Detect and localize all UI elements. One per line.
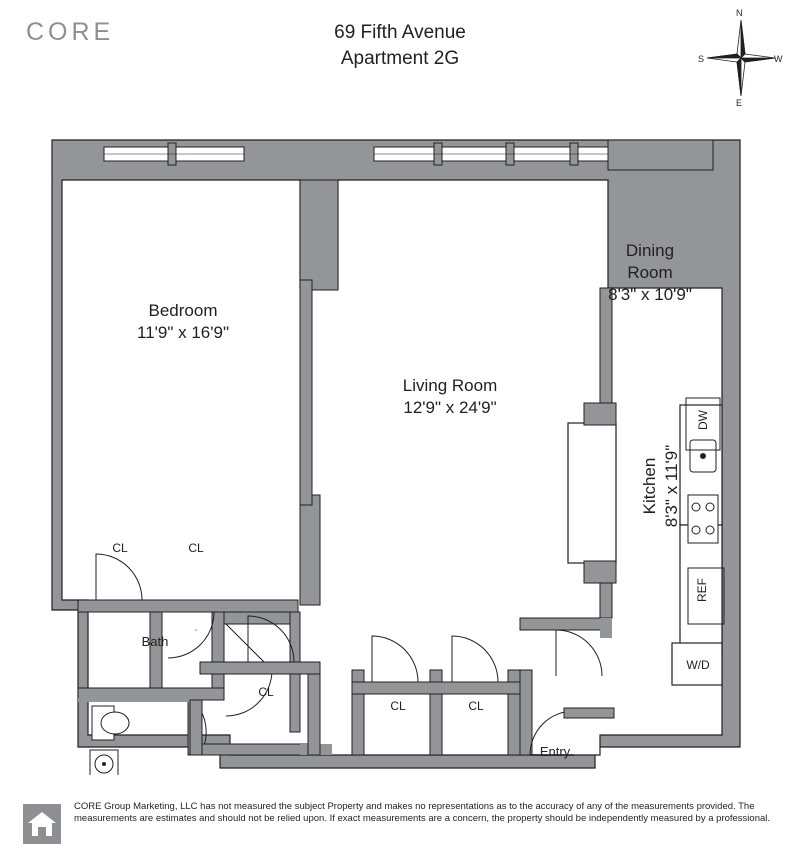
room-label-entry: Entry <box>539 744 571 759</box>
compass-label-right: W <box>774 54 783 64</box>
wall-bedroom-living-bottom <box>300 495 320 605</box>
living-room-furniture <box>568 403 616 583</box>
property-address: 69 Fifth Avenue <box>334 22 466 43</box>
closet-label-5: CL <box>468 699 484 713</box>
house-logo-icon <box>22 803 62 845</box>
closet-label-2: CL <box>188 541 204 555</box>
disclaimer-text: CORE Group Marketing, LLC has not measured the subject Property and makes no representations as to the accuracy of any of the measurements provided. The measurements are estimates and should not be relied upon. If exact measurements are a concern, the property should be independently measured by a professional. <box>74 801 771 824</box>
room-label-bedroom: Bedroom 11'9" x 16'9" <box>137 301 229 342</box>
closet-label-3: CL <box>258 685 274 699</box>
floor-plan <box>0 110 800 780</box>
appliance-label-dishwasher: DW <box>696 410 710 430</box>
compass-label-top: N <box>736 8 743 18</box>
property-unit: Apartment 2G <box>340 48 460 69</box>
closet-label-4: CL <box>390 699 406 713</box>
compass-label-bottom: E <box>736 98 743 108</box>
compass-label-left: S <box>698 54 705 64</box>
appliance-label-washer-dryer: W/D <box>686 658 710 672</box>
closet-label-1: CL <box>112 541 128 555</box>
room-label-living-room: Living Room 12'9" x 24'9" <box>402 376 498 417</box>
room-dims-kitchen: 8'3" x 11'9" <box>662 444 681 528</box>
appliance-label-refrigerator: REF <box>695 578 709 602</box>
room-label-bath: Bath <box>141 634 169 649</box>
room-label-dining-room: Dining Room 8'3" x 10'9" <box>608 241 692 304</box>
wall-bedroom-right <box>300 280 312 505</box>
wall-bedroom-living-top <box>300 180 338 290</box>
dining-ledge <box>608 140 713 170</box>
compass-rose <box>694 8 788 108</box>
page-title <box>0 20 800 72</box>
footer <box>0 793 800 861</box>
core-logo: CORE <box>26 18 115 46</box>
room-label-kitchen: Kitchen <box>640 457 659 515</box>
